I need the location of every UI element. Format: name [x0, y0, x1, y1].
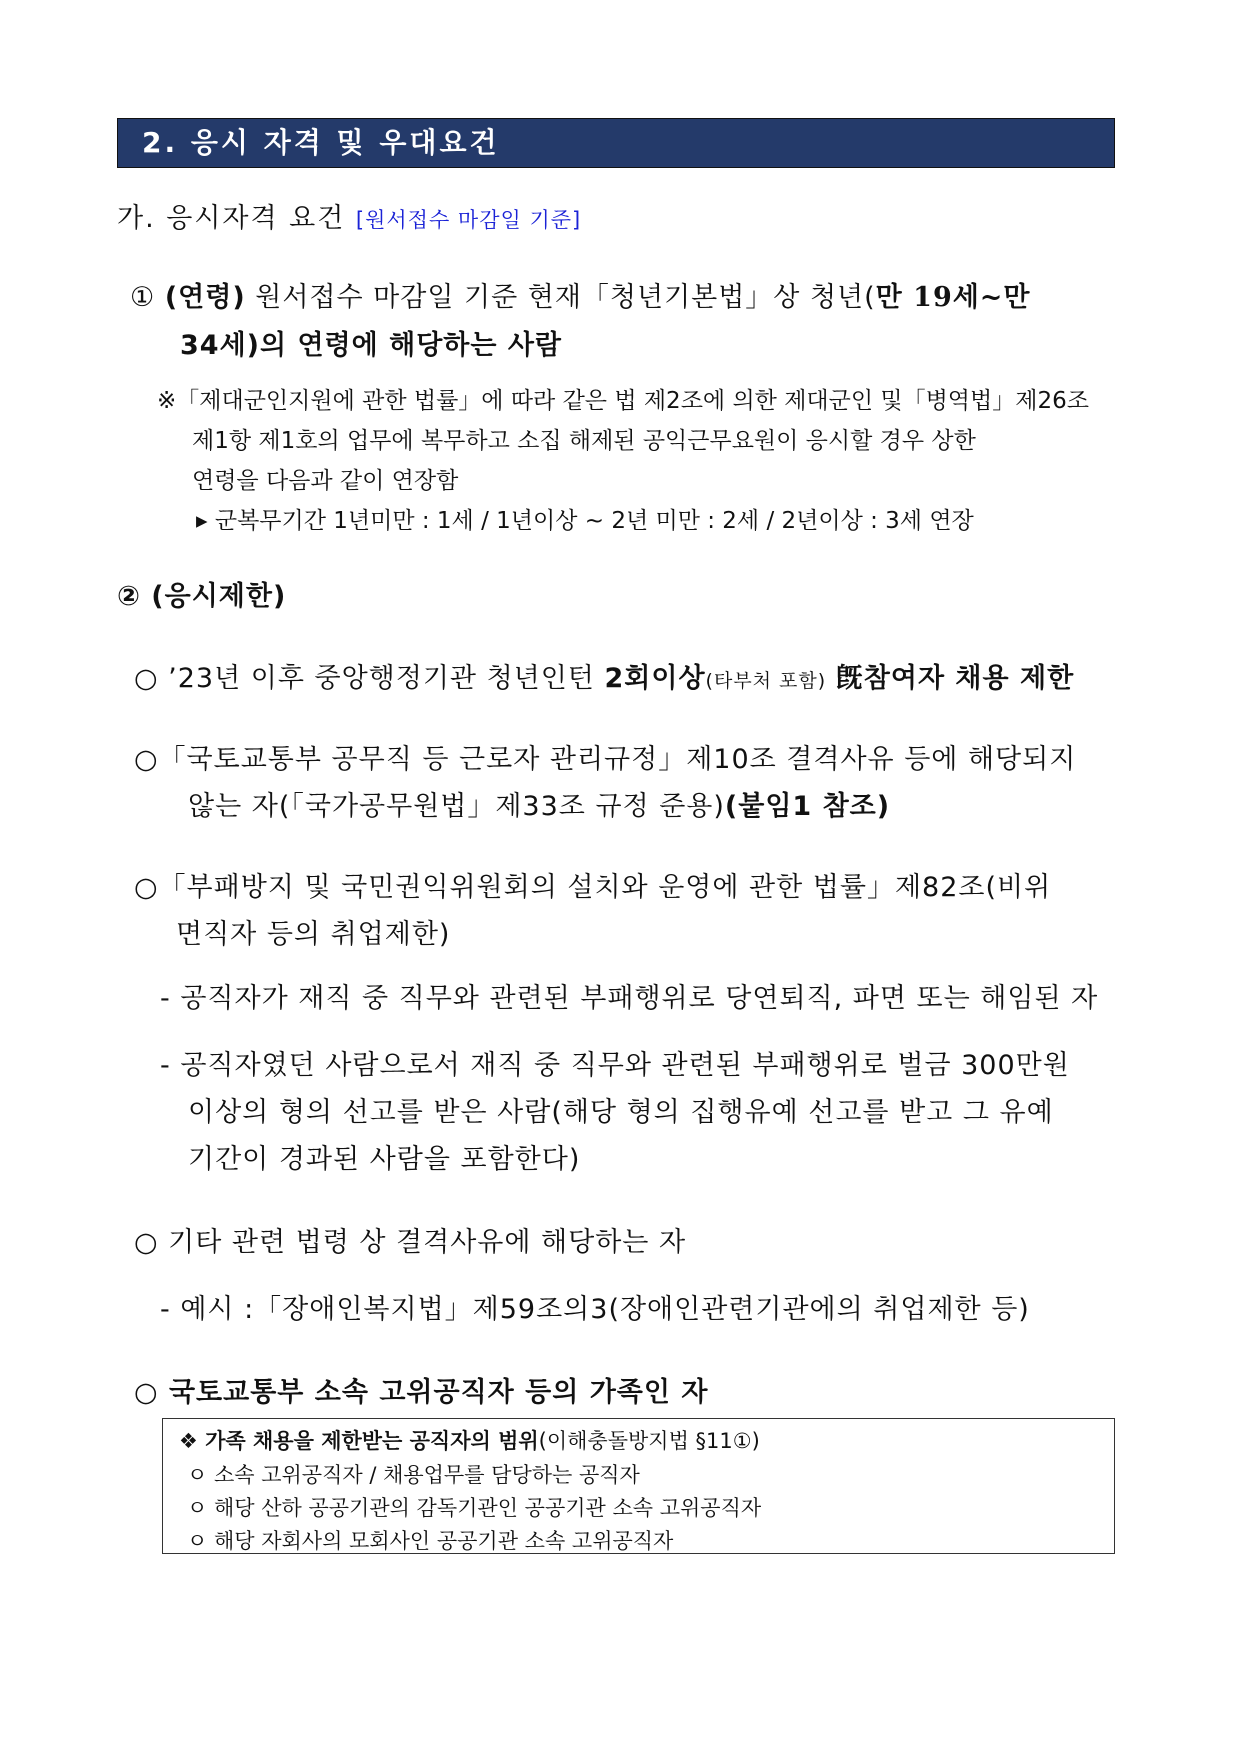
scope-item: ㅇ 소속 고위공직자 / 채용업무를 담당하는 공직자	[187, 1463, 640, 1487]
bullet5: ○ 국토교통부 소속 고위공직자 등의 가족인 자	[134, 1377, 709, 1408]
bullet2-ref: (붙임1 참조)	[724, 791, 891, 822]
bullet1-text-a: ○ ’23년 이후 중앙행정기관 청년인턴	[134, 663, 595, 694]
scope-title-rest: (이해충돌방지법 §11①)	[538, 1429, 760, 1453]
bullet2-line2-text: 않는 자(「국가공무원법」제33조 규정 준용)	[188, 791, 725, 822]
subsection-title-text: 가. 응시자격 요건	[117, 203, 346, 234]
item1-line1	[130, 275, 1031, 314]
item1-note-line3: 연령을 다음과 같이 연장함	[192, 468, 459, 494]
item1-age-range: 만 19세~만	[875, 282, 1031, 313]
bullet3-dash2-line1: - 공직자였던 사람으로서 재직 중 직무와 관련된 부패행위로 벌금 300만원	[160, 1050, 1070, 1081]
item2-number: ②	[117, 581, 141, 612]
item1-note-line1: ※「제대군인지원에 관한 법률」에 따라 같은 법 제2조에 의한 제대군인 및「병역법」제26조	[157, 388, 1089, 414]
scope-item: ㅇ 해당 산하 공공기관의 감독기관인 공공기관 소속 고위공직자	[187, 1496, 762, 1520]
bullet3-dash2-line3: 기간이 경과된 사람을 포함한다)	[188, 1144, 581, 1175]
scope-title-bold: ❖ 가족 채용을 제한받는 공직자의 범위	[179, 1429, 539, 1453]
section-title: 2. 응시 자격 및 우대요건	[142, 126, 500, 159]
item1-label: (연령)	[164, 282, 246, 313]
bullet3-line1: ○「부패방지 및 국민권익위원회의 설치와 운영에 관한 법률」제82조(비위	[134, 872, 1052, 903]
section-header	[117, 118, 1115, 168]
item1-note-line2: 제1항 제1호의 업무에 복무하고 소집 해제된 공익근무요원이 응시할 경우 상한	[192, 428, 976, 454]
item2-heading	[117, 574, 286, 613]
bullet4-dash1: - 예시 :「장애인복지법」제59조의3(장애인관련기관에의 취업제한 등)	[160, 1294, 1030, 1325]
bullet1-text-d: 旣참여자 채용 제한	[835, 663, 1075, 694]
bullet1	[134, 656, 1074, 695]
item1-line2: 34세)의 연령에 해당하는 사람	[180, 330, 563, 361]
scope-title	[179, 1425, 760, 1455]
bullet3-dash2-line2: 이상의 형의 선고를 받은 사람(해당 형의 집행유예 선고를 받고 그 유예	[188, 1097, 1054, 1128]
subsection-note: [원서접수 마감일 기준]	[355, 208, 582, 232]
item2-label: (응시제한)	[151, 581, 287, 612]
subsection-title	[117, 196, 581, 235]
bullet3-dash1: - 공직자가 재직 중 직무와 관련된 부패행위로 당연퇴직, 파면 또는 해임된 자	[160, 983, 1099, 1014]
item1-number: ①	[130, 282, 156, 313]
bullet2-line2	[188, 784, 890, 823]
bullet2-line1: ○「국토교통부 공무직 등 근로자 관리규정」제10조 결격사유 등에 해당되지	[134, 744, 1077, 775]
bullet4: ○ 기타 관련 법령 상 결격사유에 해당하는 자	[134, 1227, 687, 1258]
scope-box	[162, 1418, 1115, 1554]
bullet1-text-b: 2회이상	[604, 663, 706, 694]
scope-item: ㅇ 해당 자회사의 모회사인 공공기관 소속 고위공직자	[187, 1529, 674, 1553]
item1-text: 원서접수 마감일 기준 현재「청년기본법」상 청년(	[255, 282, 876, 313]
item1-note-line4: ▸ 군복무기간 1년미만 : 1세 / 1년이상 ~ 2년 미만 : 2세 / 2년이상 : 3세 연장	[196, 508, 974, 534]
bullet3-line2: 면직자 등의 취업제한)	[176, 919, 451, 950]
bullet1-text-c: (타부처 포함)	[705, 670, 827, 692]
